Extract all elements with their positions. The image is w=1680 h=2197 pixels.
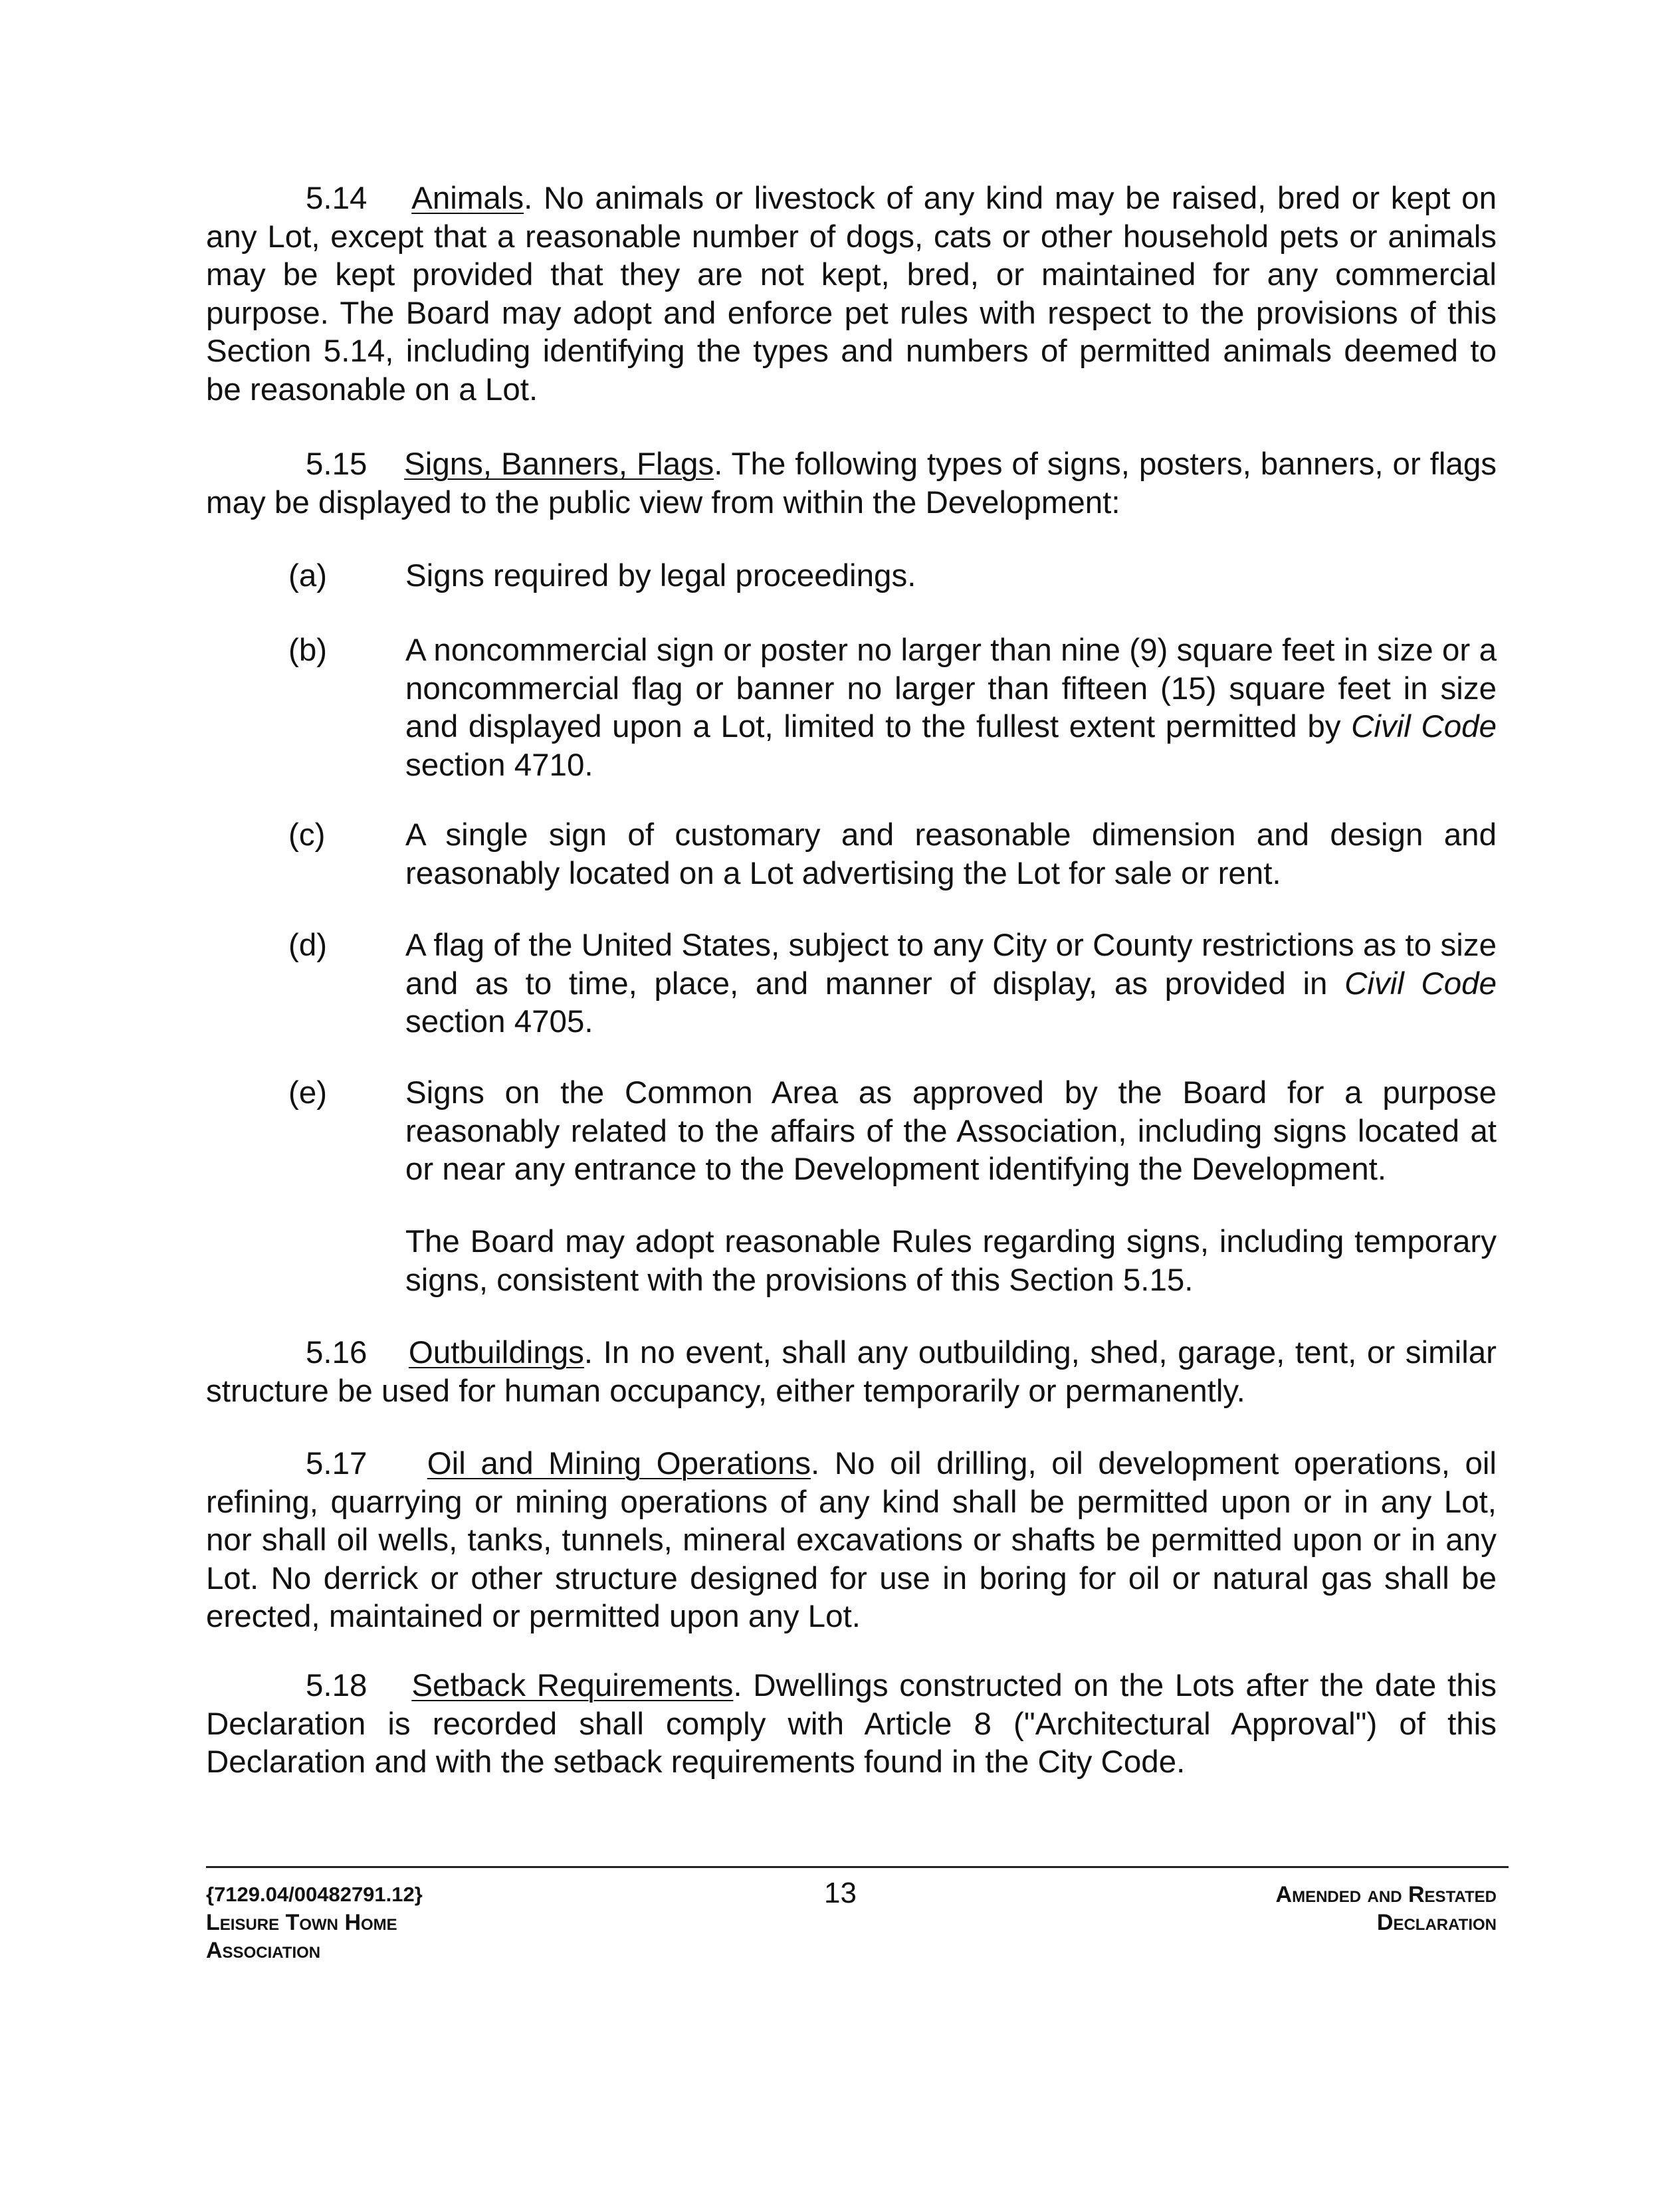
section-heading: Signs, Banners, Flags <box>404 447 714 482</box>
section-number: 5.18 <box>306 1668 368 1703</box>
item-text-italic: Civil Code <box>1351 709 1497 744</box>
item-text: Signs required by legal proceedings. <box>405 558 916 593</box>
section-5-18 <box>206 1667 1497 1782</box>
document-title-line-1: Amended and Restated <box>1275 1882 1497 1907</box>
item-label: (a) <box>288 558 328 593</box>
page-number: 13 <box>824 1877 857 1909</box>
item-text: Signs on the Common Area as approved by the Board for a purpose reasonably related to the affairs of the Association, including signs located at or near any entrance to the Development identifying the Development. <box>405 1075 1497 1187</box>
section-body: . No oil drilling, oil development operations, oil refining, quarrying or mining operations of any kind shall be permitted upon or in any Lot, nor shall oil wells, tanks, tunnels, mineral excavations or shafts be permitted upon or in any Lot. No derrick or other structure designed for use in boring for oil or natural gas shall be erected, maintained or permitted upon any Lot. <box>206 1446 1497 1634</box>
item-text-main: A noncommercial sign or poster no larger than nine (9) square feet in size or a noncommercial flag or banner no larger than fifteen (15) square feet in size and displayed upon a Lot, limited to the fullest extent permitted by <box>405 633 1497 744</box>
item-label: (b) <box>288 633 328 668</box>
section-heading: Oil and Mining Operations <box>427 1446 811 1481</box>
item-label: (d) <box>288 928 328 963</box>
item-text-italic: Civil Code <box>1344 966 1497 1001</box>
item-text <box>405 926 1497 1041</box>
section-5-15 <box>206 445 1497 522</box>
section-body: . No animals or livestock of any kind may be raised, bred or kept on any Lot, except that a reasonable number of dogs, cats or other household pets or animals may be kept provided that they are not kept, bred, or maintained for any commercial purpose. The Board may adopt and enforce pet rules with respect to the provisions of this Section 5.14, including identifying the types and numbers of permitted animals deemed to be reasonable on a Lot. <box>206 181 1497 407</box>
item-text-main: A flag of the United States, subject to any City or County restrictions as to size and as to time, place, and manner of display, as provided in <box>405 928 1497 1001</box>
section-number: 5.17 <box>306 1446 368 1481</box>
closing-note: The Board may adopt reasonable Rules regarding signs, including temporary signs, consistent with the provisions of this Section 5.15. <box>405 1224 1497 1298</box>
section-heading: Animals <box>411 181 524 216</box>
section-body: . The following types of signs, posters, banners, or flags may be displayed to the public view from within the Development: <box>206 447 1497 520</box>
association-line-1: Leisure Town Home <box>206 1910 397 1935</box>
item-label: (e) <box>288 1075 328 1110</box>
section-body: . Dwellings constructed on the Lots after the date this Declaration is recorded shall comply with Article 8 ("Architectural Approval") of this Declaration and with the setback requirements found in the City Code. <box>206 1668 1497 1780</box>
document-code: {7129.04/00482791.12} <box>206 1883 423 1906</box>
document-title-line-2: Declaration <box>1376 1910 1497 1935</box>
section-heading: Setback Requirements <box>411 1668 734 1703</box>
footer-right <box>1276 1881 1497 1936</box>
footer-left <box>206 1881 423 1964</box>
section-number: 5.14 <box>306 181 368 216</box>
item-text-tail: section 4710. <box>405 747 593 783</box>
association-line-2: Association <box>206 1938 321 1963</box>
section-5-14 <box>206 179 1497 409</box>
section-number: 5.15 <box>306 447 368 482</box>
section-5-17 <box>206 1445 1497 1636</box>
item-text-tail: section 4705. <box>405 1004 593 1039</box>
section-heading: Outbuildings <box>408 1335 584 1370</box>
section-number: 5.16 <box>306 1335 368 1370</box>
item-text <box>405 631 1497 784</box>
footer-divider <box>206 1866 1509 1868</box>
item-text: A single sign of customary and reasonable dimension and design and reasonably located on a Lot advertising the Lot for sale or rent. <box>405 817 1497 891</box>
item-label: (c) <box>288 817 326 853</box>
section-body: . In no event, shall any outbuilding, shed, garage, tent, or similar structure be used for human occupancy, either temporarily or permanently. <box>206 1335 1497 1409</box>
section-5-16 <box>206 1334 1497 1410</box>
